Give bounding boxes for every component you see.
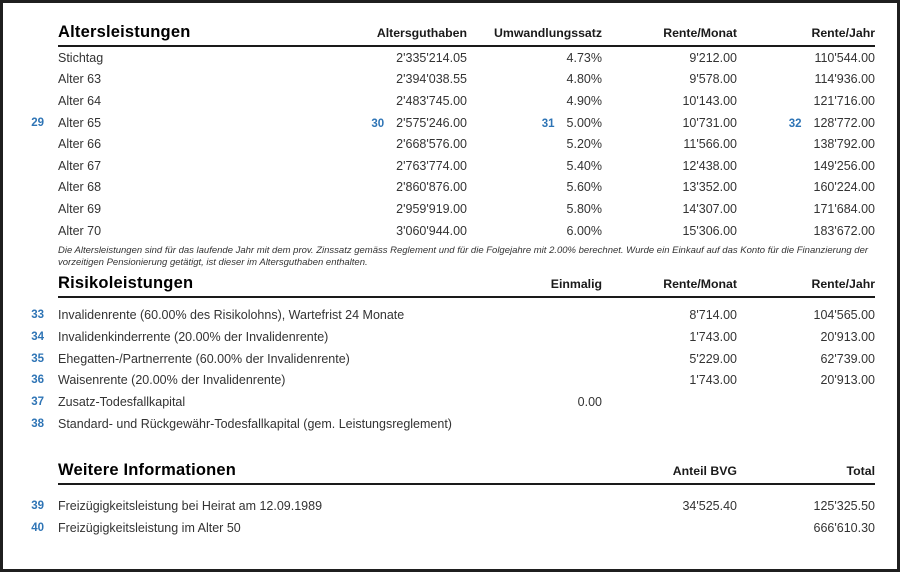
- row-label: Zusatz-Todesfallkapital: [58, 394, 186, 409]
- cell-value: 14'307.00: [682, 201, 737, 216]
- table-cell: [737, 51, 875, 65]
- row-number-marker: 39: [31, 500, 44, 513]
- cell-value: 9'578.00: [689, 72, 737, 87]
- row-label: Invalidenkinderrente (20.00% der Invalidenrente): [58, 329, 329, 344]
- table-row: [20, 220, 897, 242]
- cell-value: 1'743.00: [689, 373, 737, 388]
- table-cell: [340, 137, 467, 151]
- table-cell: [340, 159, 467, 173]
- cell-value: 1'743.00: [689, 329, 737, 344]
- table-cell: [737, 202, 875, 216]
- table-row: [20, 413, 897, 435]
- cell-value: 0.00: [577, 394, 602, 409]
- cell-value: 6.00%: [566, 223, 602, 238]
- table-cell: [737, 330, 875, 344]
- table-row: [20, 69, 897, 91]
- cell-value: 4.80%: [566, 72, 602, 87]
- cell-value: 12'438.00: [682, 158, 737, 173]
- column-header-total: Total: [846, 464, 875, 479]
- table-row: [20, 517, 897, 539]
- cell-number-marker: 31: [541, 117, 555, 130]
- cell-value: 13'352.00: [682, 180, 737, 195]
- column-header-einmalig: Einmalig: [550, 277, 602, 292]
- table-cell: [467, 180, 602, 194]
- row-label: Waisenrente (20.00% der Invalidenrente): [58, 373, 286, 388]
- table-row: [20, 369, 897, 391]
- table-cell: [467, 202, 602, 216]
- table-row: [20, 495, 897, 517]
- table-row: [20, 112, 897, 134]
- table-row: [20, 304, 897, 326]
- table-cell: [602, 224, 737, 238]
- row-label: Alter 67: [58, 158, 102, 173]
- section-weitere-informationen: [20, 461, 897, 538]
- table-cell: [467, 116, 602, 130]
- row-number-marker: 33: [31, 309, 44, 322]
- cell-value: 2'394'038.55: [396, 72, 467, 87]
- row-number-marker: 38: [31, 417, 44, 430]
- cell-value: 138'792.00: [813, 137, 875, 152]
- column-header-altersguthaben: Altersguthaben: [376, 26, 467, 40]
- row-label: Invalidenrente (60.00% des Risikolohns), Wartefrist 24 Monate: [58, 308, 405, 323]
- cell-value: 2'763'774.00: [396, 158, 467, 173]
- table-cell: [340, 202, 467, 216]
- table-body: [20, 495, 897, 538]
- cell-value: 2'959'919.00: [396, 201, 467, 216]
- table-row: [20, 47, 897, 69]
- row-number-marker: 34: [31, 330, 44, 343]
- table-cell: [467, 137, 602, 151]
- cell-value: 10'731.00: [682, 115, 737, 130]
- cell-value: 20'913.00: [820, 373, 875, 388]
- table-cell: [602, 159, 737, 173]
- cell-value: 114'936.00: [814, 72, 875, 87]
- table-cell: [467, 72, 602, 86]
- table-cell: [737, 499, 875, 513]
- table-cell: [602, 373, 737, 387]
- table-body: [20, 47, 897, 241]
- cell-value: 5'229.00: [689, 351, 737, 366]
- table-cell: [340, 51, 467, 65]
- column-header-rente-monat: Rente/Monat: [663, 277, 737, 292]
- cell-value: 5.00%: [566, 115, 602, 130]
- cell-value: 4.90%: [566, 93, 602, 108]
- table-cell: [602, 94, 737, 108]
- table-cell: [602, 330, 737, 344]
- table-cell: [602, 116, 737, 130]
- row-label: Alter 64: [58, 93, 102, 108]
- table-cell: [340, 94, 467, 108]
- cell-value: 125'325.50: [813, 499, 875, 514]
- table-row: [20, 90, 897, 112]
- cell-value: 149'256.00: [813, 158, 875, 173]
- table-cell: [467, 224, 602, 238]
- cell-value: 110'544.00: [814, 50, 875, 65]
- cell-value: 121'716.00: [813, 93, 875, 108]
- table-row: [20, 348, 897, 370]
- table-cell: [602, 352, 737, 366]
- table-cell: [602, 137, 737, 151]
- table-cell: [340, 180, 467, 194]
- cell-value: 5.20%: [566, 137, 602, 152]
- cell-value: 2'483'745.00: [396, 93, 467, 108]
- table-cell: [737, 352, 875, 366]
- column-header-rente-monat: Rente/Monat: [663, 26, 737, 40]
- table-cell: [737, 308, 875, 322]
- table-cell: [737, 224, 875, 238]
- cell-value: 8'714.00: [689, 308, 737, 323]
- section-header: [58, 23, 875, 47]
- cell-value: 2'860'876.00: [396, 180, 467, 195]
- table-cell: [602, 308, 737, 322]
- column-header-rente-jahr: Rente/Jahr: [811, 277, 875, 292]
- table-cell: [602, 499, 737, 513]
- row-label: Stichtag: [58, 50, 104, 65]
- cell-value: 2'335'214.05: [396, 50, 467, 65]
- cell-value: 128'772.00: [813, 115, 875, 130]
- cell-value: 4.73%: [566, 50, 602, 65]
- row-label: Alter 68: [58, 180, 102, 195]
- table-body: [20, 304, 897, 434]
- section-header: [58, 274, 875, 298]
- row-label: Freizügigkeitsleistung im Alter 50: [58, 520, 241, 535]
- cell-value: 10'143.00: [682, 93, 737, 108]
- cell-value: 11'566.00: [683, 137, 737, 152]
- table-cell: [467, 159, 602, 173]
- table-cell: [602, 202, 737, 216]
- table-cell: [737, 116, 875, 130]
- table-cell: [737, 72, 875, 86]
- cell-value: 9'212.00: [689, 50, 737, 65]
- cell-value: 104'565.00: [813, 308, 875, 323]
- column-header-anteil-bvg: Anteil BVG: [672, 464, 737, 479]
- table-cell: [602, 180, 737, 194]
- table-row: [20, 133, 897, 155]
- table-cell: [737, 521, 875, 535]
- cell-value: 34'525.40: [682, 499, 737, 514]
- section-title: Weitere Informationen: [58, 461, 237, 480]
- table-row: [20, 198, 897, 220]
- section-risikoleistungen: [20, 274, 897, 434]
- row-label: Alter 65: [58, 115, 102, 130]
- table-cell: [467, 94, 602, 108]
- table-cell: [340, 116, 467, 130]
- table-cell: [340, 72, 467, 86]
- column-header-umwandlungssatz: Umwandlungssatz: [494, 26, 602, 40]
- cell-value: 5.80%: [566, 201, 602, 216]
- cell-value: 15'306.00: [682, 223, 737, 238]
- table-cell: [737, 159, 875, 173]
- row-label: Ehegatten-/Partnerrente (60.00% der Invalidenrente): [58, 351, 350, 366]
- table-cell: [602, 72, 737, 86]
- table-cell: [602, 51, 737, 65]
- row-number-marker: 36: [31, 374, 44, 387]
- row-label: Alter 70: [58, 223, 102, 238]
- cell-value: 2'575'246.00: [396, 115, 467, 130]
- cell-value: 62'739.00: [820, 351, 875, 366]
- row-label: Alter 63: [58, 72, 102, 87]
- cell-value: 5.60%: [566, 180, 602, 195]
- row-label: Standard- und Rückgewähr-Todesfallkapital (gem. Leistungsreglement): [58, 416, 452, 431]
- cell-value: 171'684.00: [813, 201, 875, 216]
- table-cell: [467, 51, 602, 65]
- cell-value: 183'672.00: [813, 223, 875, 238]
- section-title: Altersleistungen: [58, 23, 191, 41]
- table-cell: [737, 180, 875, 194]
- table-cell: [737, 373, 875, 387]
- cell-number-marker: 30: [371, 117, 385, 130]
- footnote-text: Die Altersleistungen sind für das laufende Jahr mit dem prov. Zinssatz gemäss Reglement und für die Folgejahre mit 2.00% berechnet. Wurde ein Einkauf auf das Konto für die Finanzierung der vorzeitigen Pensionierung getätigt, ist dieser im Altersguthaben enthalten.: [58, 245, 869, 269]
- table-cell: [467, 395, 602, 409]
- cell-value: 5.40%: [566, 158, 602, 173]
- row-number-marker: 40: [31, 521, 44, 534]
- row-label: Alter 69: [58, 201, 102, 216]
- row-number-marker: 35: [31, 352, 44, 365]
- cell-value: 3'060'944.00: [396, 223, 467, 238]
- cell-value: 20'913.00: [820, 329, 875, 344]
- table-row: [20, 391, 897, 413]
- column-header-rente-jahr: Rente/Jahr: [811, 26, 875, 40]
- row-label: Freizügigkeitsleistung bei Heirat am 12.09.1989: [58, 499, 323, 514]
- table-row: [20, 177, 897, 199]
- section-title: Risikoleistungen: [58, 274, 194, 293]
- cell-value: 666'610.30: [813, 520, 875, 535]
- table-row: [20, 326, 897, 348]
- row-label: Alter 66: [58, 137, 102, 152]
- row-number-marker: 29: [31, 116, 44, 129]
- cell-value: 160'224.00: [813, 180, 875, 195]
- section-header: [58, 461, 875, 485]
- table-cell: [737, 137, 875, 151]
- cell-value: 2'668'576.00: [396, 137, 467, 152]
- table-cell: [340, 224, 467, 238]
- table-cell: [737, 94, 875, 108]
- cell-number-marker: 32: [788, 117, 802, 130]
- table-row: [20, 155, 897, 177]
- row-number-marker: 37: [31, 395, 44, 408]
- section-altersleistungen: [20, 23, 897, 269]
